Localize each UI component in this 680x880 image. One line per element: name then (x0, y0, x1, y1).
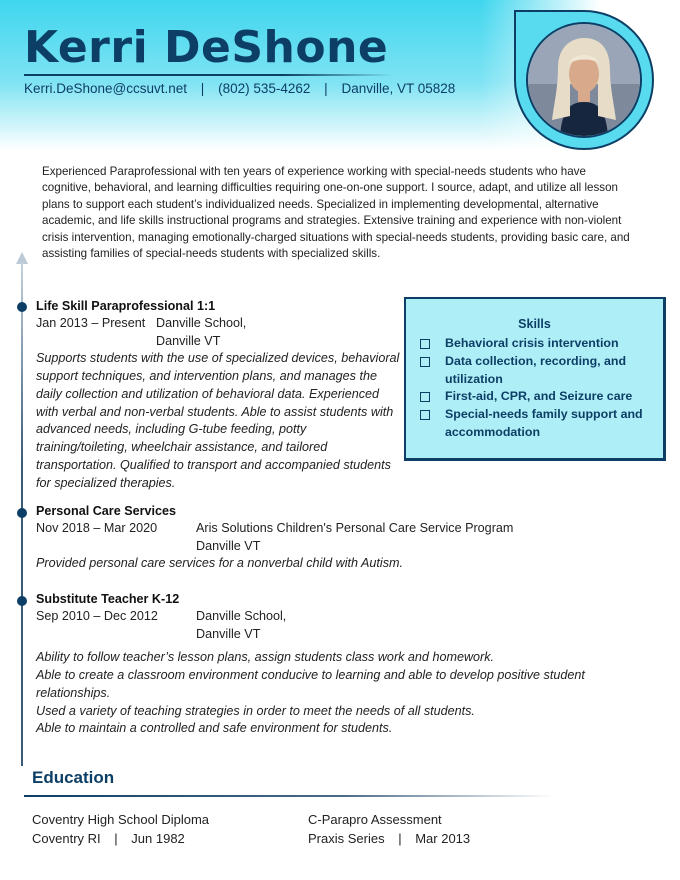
skill-item (420, 388, 655, 406)
education-name: Coventry High School Diploma (32, 812, 210, 827)
experience-entry (36, 504, 636, 573)
org-name: Danville School, (156, 316, 247, 330)
job-dates: Jan 2013 – Present (36, 316, 146, 330)
education-separator: | (398, 831, 402, 846)
org-location: Danville VT (196, 538, 261, 553)
education-heading: Education (32, 768, 115, 787)
education-entry (32, 810, 209, 848)
skill-label: Data collection, recording, and utilization (445, 353, 627, 386)
org-name: Aris Solutions Children's Personal Care Service Program (196, 521, 514, 535)
contact-line (24, 81, 455, 96)
skill-item (420, 406, 655, 442)
name-underline (24, 74, 394, 76)
location: Danville, VT 05828 (341, 81, 456, 96)
education-entry (308, 810, 470, 848)
description-line: Able to create a classroom environment conducive to learning and able to develop positive student relationships. (36, 667, 585, 700)
timeline-dot (17, 508, 27, 518)
job-description: Supports students with the use of specialized devices, behavioral support techniques, and intervention plans, and manages the daily collection and utilization of behavioral data. Experienced with verbal and non-verbal students. Able to assist students with advanced needs, including G-tube feeding, potty training/toileting, wheelchair assistance, and tailored transportation. Qualified to transport and accompanied students for specialized therapies. (36, 351, 400, 490)
contact-separator: | (324, 81, 328, 96)
description-line: Used a variety of teaching strategies in order to meet the needs of all students. (36, 703, 475, 718)
skill-label: Behavioral crisis intervention (445, 336, 619, 350)
job-meta (36, 315, 401, 350)
profile-photo (526, 22, 642, 138)
checkbox-bullet-icon (420, 410, 430, 420)
job-description (36, 649, 636, 738)
job-title: Personal Care Services (36, 504, 177, 518)
education-separator: | (114, 831, 118, 846)
skill-item (420, 335, 655, 353)
timeline-dot (17, 302, 27, 312)
skills-list (406, 335, 663, 442)
checkbox-bullet-icon (420, 392, 430, 402)
description-line: Able to maintain a controlled and safe environment for students. (36, 721, 393, 736)
skill-label: Special-needs family support and accommodation (445, 407, 643, 439)
education-details (32, 829, 209, 848)
job-meta (36, 608, 636, 643)
checkbox-bullet-icon (420, 357, 430, 367)
skills-box (404, 297, 666, 461)
education-underline (24, 795, 554, 797)
job-dates: Nov 2018 – Mar 2020 (36, 521, 158, 535)
education-name: C-Parapro Assessment (308, 812, 442, 827)
education-place: Praxis Series (308, 831, 385, 846)
portrait-image (528, 24, 640, 136)
skill-item (420, 353, 655, 389)
job-title: Substitute Teacher K-12 (36, 592, 180, 606)
job-title: Life Skill Paraprofessional 1:1 (36, 299, 216, 313)
contact-separator: | (200, 81, 205, 96)
job-organization (156, 315, 246, 350)
email-link[interactable]: Kerri.DeShone@ccsuvt.net (24, 81, 188, 96)
org-location: Danville VT (196, 626, 261, 641)
skill-label: First-aid, CPR, and Seizure care (445, 389, 633, 404)
education-date: Jun 1982 (131, 831, 185, 846)
org-location: Danville VT (156, 333, 221, 348)
education-place: Coventry RI (32, 831, 101, 846)
job-organization (196, 520, 513, 555)
skills-heading: Skills (518, 317, 551, 331)
checkbox-bullet-icon (420, 339, 430, 349)
education-date: Mar 2013 (415, 831, 471, 846)
timeline-dot (17, 596, 27, 606)
org-name: Danville School, (196, 609, 287, 623)
job-description: Provided personal care services for a nonverbal child with Autism. (36, 556, 404, 571)
experience-entry (36, 592, 636, 738)
job-organization (196, 608, 286, 643)
experience-entry (36, 299, 401, 493)
phone-number: (802) 535-4262 (218, 81, 311, 96)
job-dates: Sep 2010 – Dec 2012 (36, 609, 158, 623)
education-details (308, 829, 470, 848)
description-line: Ability to follow teacher’s lesson plans, assign students class work and homework. (36, 650, 495, 665)
candidate-name: Kerri DeShone (24, 22, 389, 73)
professional-summary: Experienced Paraprofessional with ten years of experience working with special-needs students who have cognitive, behavioral, and learning difficulties requiring one-on-one support. I source, adapt, and utilize all lesson plans to support each student’s individualized needs. Specialized in implementing developmental, alternative academic, and life skills instructional programs and strategies. Extensive training and experience with non-violent crisis intervention, managing emotionally-charged situations with special-needs students, providing basic care, and assisting families of special-needs students with specialized skills. (42, 165, 630, 261)
job-meta (36, 520, 636, 555)
